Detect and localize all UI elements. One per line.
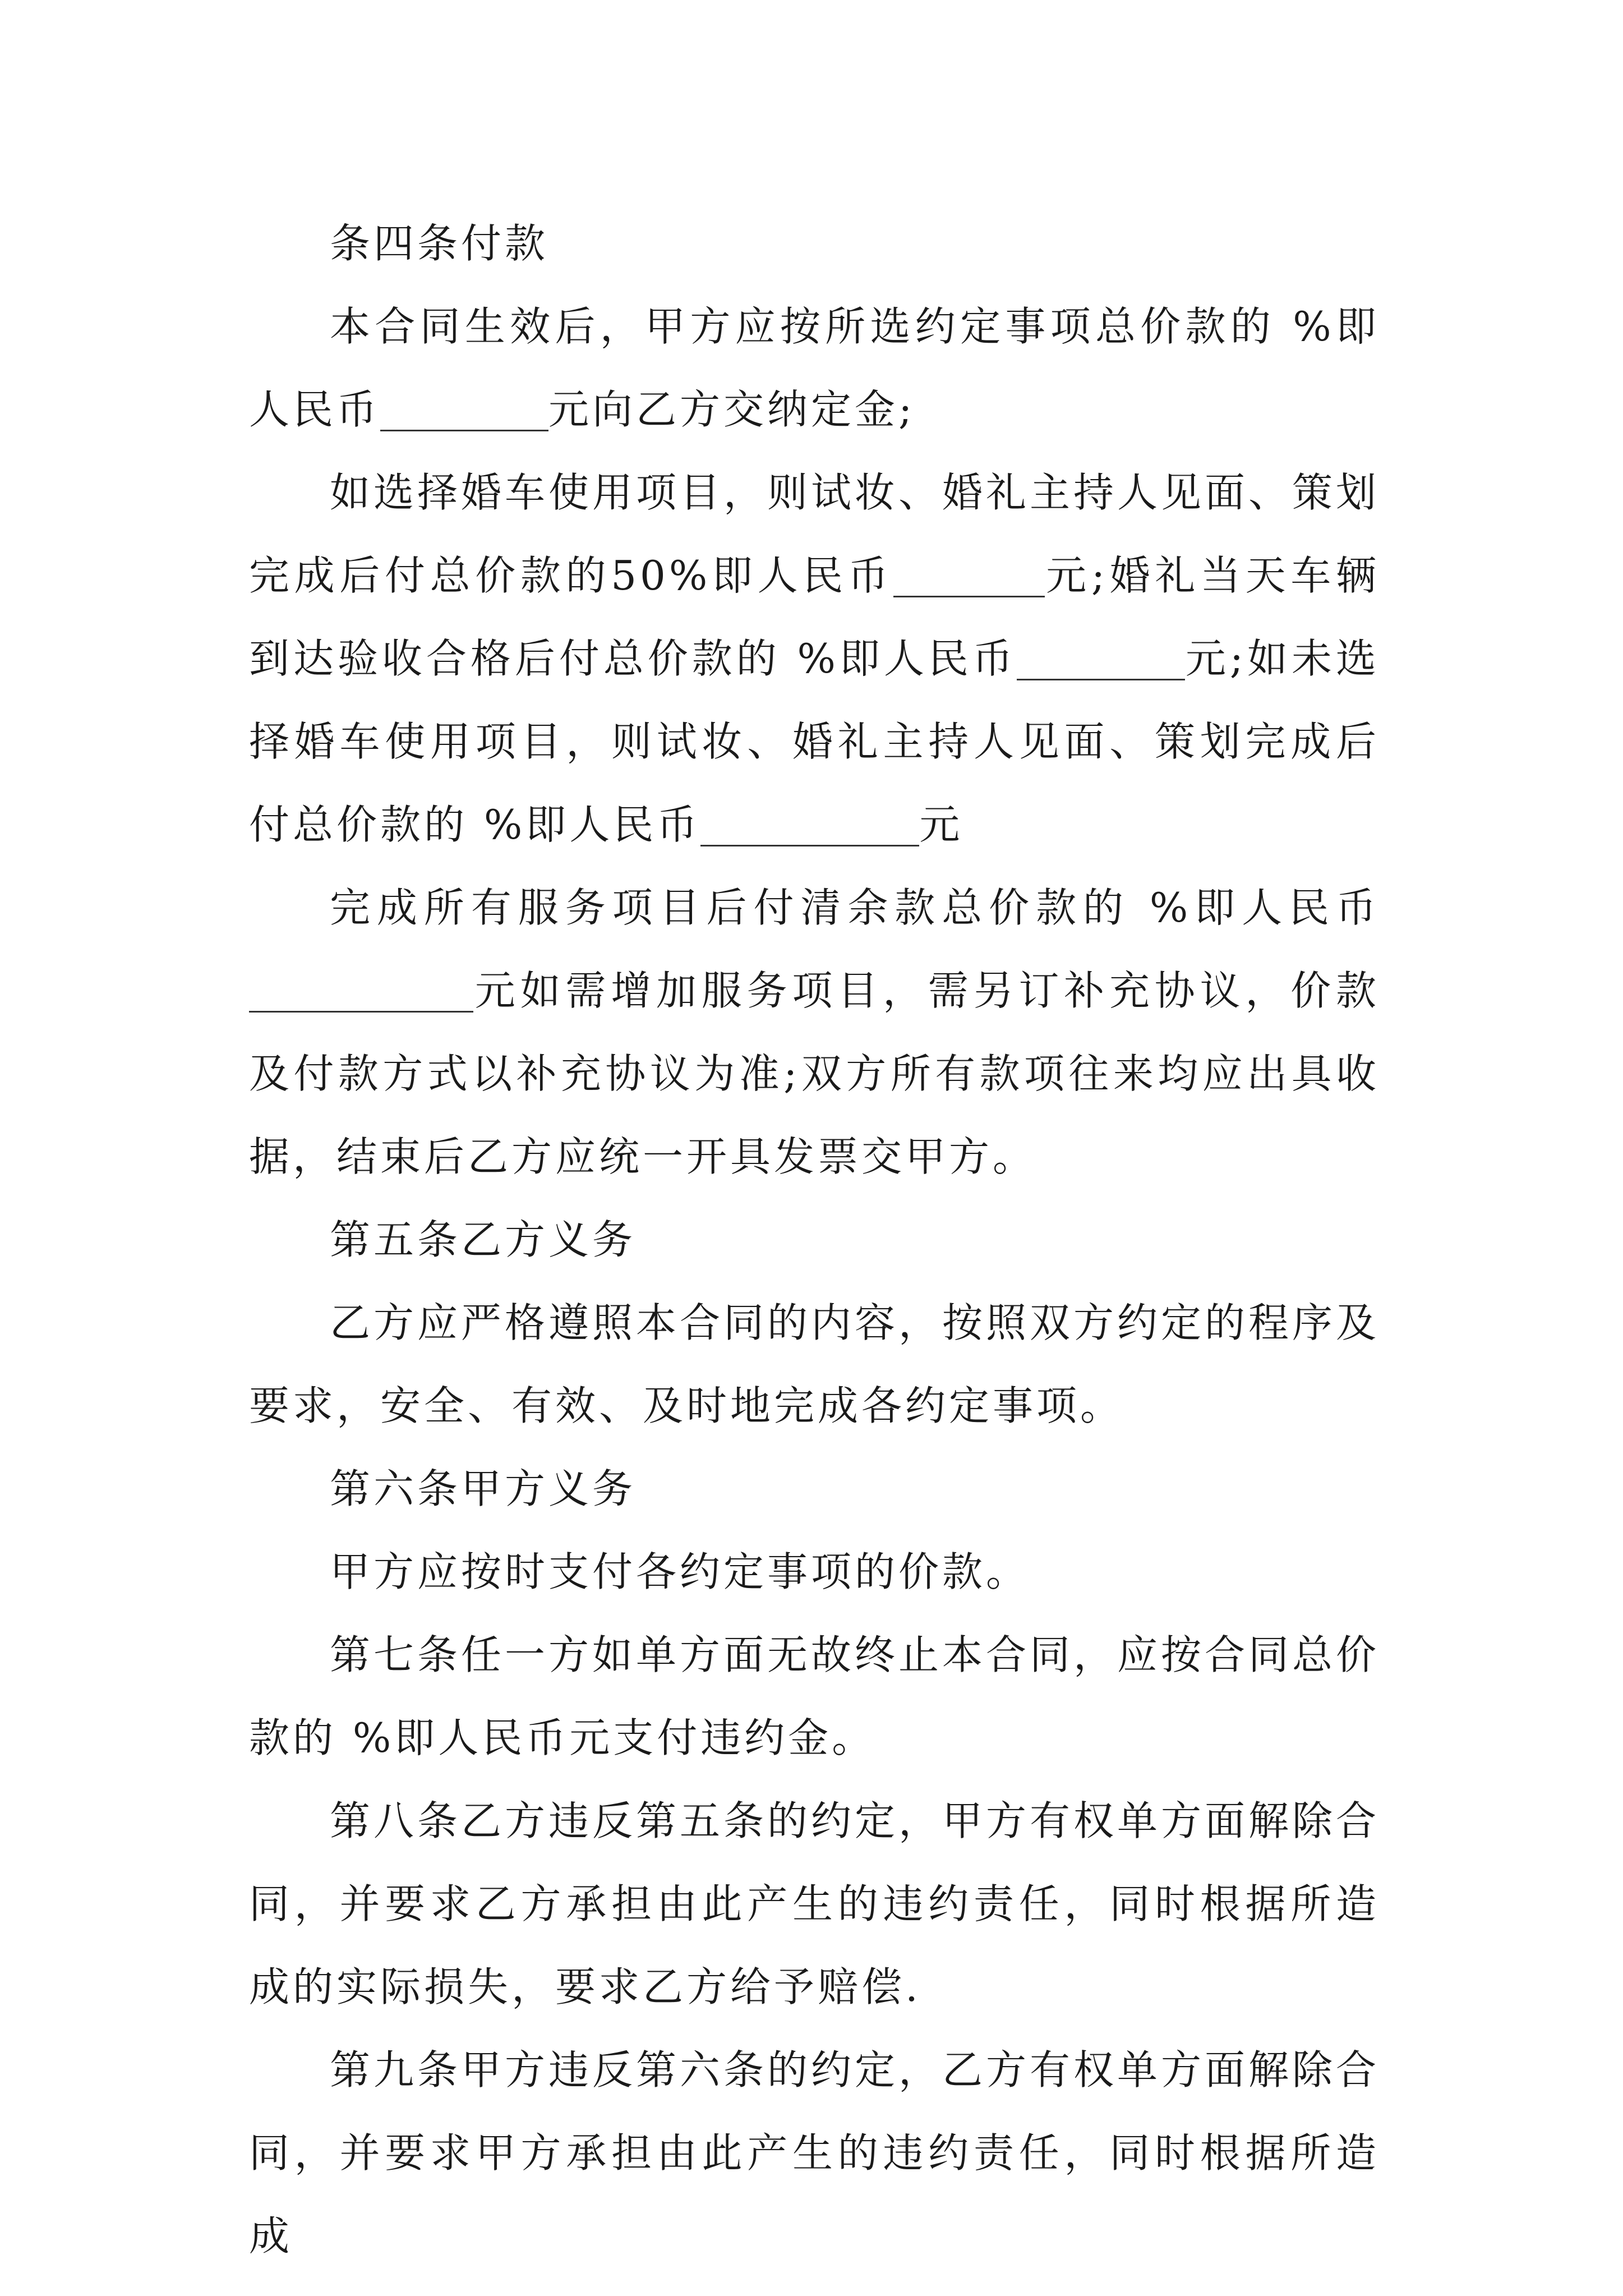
installment-amount-blank-1 [893,551,1045,597]
article-9-text: 第九条甲方违反第六条的约定，乙方有权单方面解除合同，并要求甲方承担由此产生的违约责任，同时根据所造成 [249,2046,1380,2260]
installment-text-1: 如选择婚车使用项目，则试妆、婚礼主持人见面、策划完成后付总价款的50%即人民币 [249,469,1380,599]
deposit-text-start: 本合同生效后，甲方应按所选约定事项总价款的 %即人民币 [249,303,1380,433]
article-5-body [249,1281,1380,1447]
deposit-text-end: 元向乙方交纳定金; [548,386,916,433]
article-8-paragraph [249,1779,1380,2028]
article-6-body-text: 甲方应按时支付各约定事项的价款。 [330,1548,1030,1595]
installment-text-3: 元;如未选择婚车使用项目，则试妆、婚礼主持人见面、策划完成后付总价款的 %即人民币 [249,635,1380,848]
article-6-heading [249,1447,1380,1530]
document-body [249,202,1380,2277]
balance-text-end: 元如需增加服务项目，需另订补充协议，价款及付款方式以补充协议为准;双方所有款项往来均应出具收据，结束后乙方应统一开具发票交甲方。 [249,967,1380,1180]
article-5-body-text: 乙方应严格遵照本合同的内容，按照双方约定的程序及要求，安全、有效、及时地完成各约定事项。 [249,1299,1380,1429]
article-8-text: 第八条乙方违反第五条的约定，甲方有权单方面解除合同，并要求乙方承担由此产生的违约责任，同时根据所造成的实际损失，要求乙方给予赔偿. [249,1797,1380,2010]
article-6-body [249,1530,1380,1613]
installment-amount-blank-2 [1017,634,1185,680]
article-5-heading-text: 第五条乙方义务 [330,1216,637,1263]
deposit-paragraph [249,285,1380,451]
installment-text-2: 元;婚礼当天车辆到达验收合格后付总价款的 %即人民币 [249,552,1380,682]
installment-text-4: 元 [919,801,963,848]
article-7-paragraph [249,1613,1380,1779]
installment-paragraph [249,451,1380,866]
article-5-heading [249,1198,1380,1281]
installment-amount-blank-3 [700,800,919,846]
article-9-paragraph [249,2028,1380,2277]
deposit-amount-blank [380,385,548,431]
article-6-heading-text: 第六条甲方义务 [330,1465,637,1512]
balance-text-start: 完成所有服务项目后付清余款总价款的 %即人民币 [330,884,1380,931]
article-4-heading-text: 条四条付款 [330,220,549,267]
article-7-text: 第七条任一方如单方面无故终止本合同，应按合同总价款的 %即人民币元支付违约金。 [249,1631,1380,1761]
balance-amount-blank [249,966,473,1013]
balance-paragraph [249,866,1380,1198]
article-4-heading [249,202,1380,285]
